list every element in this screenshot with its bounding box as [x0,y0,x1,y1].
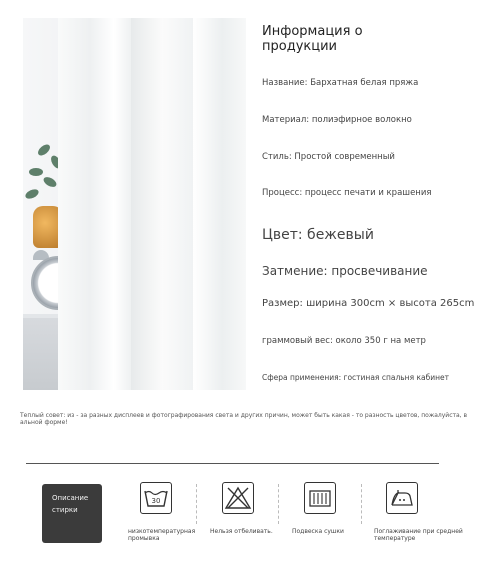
product-style: Стиль: Простой современный [262,152,395,162]
care-item-wash [128,482,196,542]
product-name: Название: Бархатная белая пряжа [262,78,419,88]
iron-medium-icon [386,482,418,514]
section-divider [26,463,439,464]
photo-curtain [193,18,246,390]
product-photo [23,18,246,390]
product-color: Цвет: бежевый [262,227,374,243]
care-item-iron [374,482,463,542]
photo-curtain [58,18,138,390]
product-gram-weight: граммовый вес: около 350 г на метр [262,336,426,346]
photo-curtain [131,18,201,390]
care-label-iron: Поглаживание при средней температуре [374,528,463,542]
no-bleach-icon [222,482,254,514]
wash-temp-text: 30 [151,497,161,505]
color-difference-notice: Теплый совет: из - за разных дисплеев и фотографирования света и других причин, может быть какая - то разность цветов, пожалуйста, в альной форме! [20,412,468,426]
product-size: Размер: ширина 300cm × высота 265cm [262,298,475,309]
care-separator [361,484,362,524]
photo-leaf [29,168,43,176]
wash-30-icon [140,482,172,514]
wash-description-box: Описание стирки [42,484,102,543]
care-label-dry: Подвеска сушки [292,528,344,535]
care-label-wash: низкотемпературная промывка [128,528,196,542]
product-scope: Сфера применения: гостиная спальня кабинет [262,373,449,382]
care-separator [278,484,279,524]
care-item-bleach [210,482,273,535]
product-info-title: Информация о продукции [262,24,363,54]
product-process: Процесс: процесс печати и крашения [262,188,432,198]
product-blackout: Затмение: просвечивание [262,264,428,278]
care-separator [196,484,197,524]
care-label-bleach: Нельзя отбеливать. [210,528,273,535]
product-material: Материал: полиэфирное волокно [262,115,412,125]
care-item-dry [292,482,344,535]
hang-dry-icon [304,482,336,514]
